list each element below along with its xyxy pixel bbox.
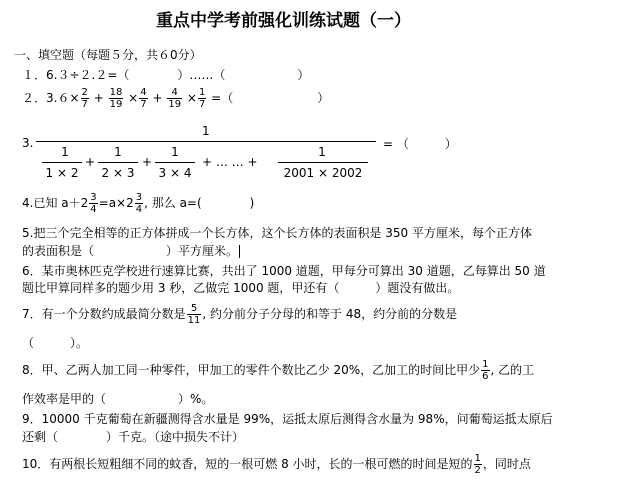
times-sign: × bbox=[128, 91, 139, 105]
q2-fraction-5: $\frac{1}{7}$ bbox=[198, 87, 206, 110]
q3-ellipsis: + … … + bbox=[202, 155, 258, 169]
q2-answer-blank: =（ ） bbox=[211, 91, 330, 105]
plus-sign: + bbox=[142, 155, 153, 169]
question-7-line-2: （ ）。 bbox=[22, 336, 89, 350]
q4-lead: 4.已知 a＋2 bbox=[22, 196, 89, 210]
q7-fraction: $\frac{5}{11}$ bbox=[187, 303, 201, 326]
q3-term2-numerator: 1 bbox=[114, 145, 122, 159]
plus-sign: + bbox=[152, 91, 163, 105]
q10-tail: ，同时点 bbox=[482, 457, 531, 471]
page-title: 重点中学考前强化训练试题（一） bbox=[156, 11, 411, 31]
q10-lead: 10．有两根长短粗细不同的蚊香，短的一根可燃 8 小时，长的一根可燃的时间是短的 bbox=[22, 457, 473, 471]
text-cursor bbox=[239, 245, 240, 258]
question-9-line-1: 9．10000 千克葡萄在新疆测得含水量是 99%，运抵太原后测得含水量为 98%，问葡萄运抵太原后 bbox=[22, 412, 553, 426]
q4-fraction-1: $\frac{3}{4}$ bbox=[90, 192, 97, 215]
section-heading: 一、填空题（每题５分，共６0分） bbox=[14, 48, 202, 62]
q3-main-fraction-bar bbox=[36, 141, 376, 142]
q3-term4-bar bbox=[278, 162, 368, 163]
q3-term3-bar bbox=[155, 162, 195, 163]
q3-term4-denominator: 2001 × 2002 bbox=[283, 166, 363, 180]
question-2 bbox=[22, 86, 329, 110]
q3-term1-denominator: 1 × 2 bbox=[45, 166, 79, 180]
times-sign: × bbox=[186, 91, 197, 105]
question-6-line-2: 题比甲算同样多的题少用 3 秒，乙做完 1000 题，甲还有（ ）题没有做出。 bbox=[22, 281, 460, 295]
plus-sign: + bbox=[85, 155, 96, 169]
question-8-line-2: 作效率是甲的（ ）%。 bbox=[22, 392, 214, 406]
question-7 bbox=[22, 302, 457, 326]
q3-term4-numerator: 1 bbox=[318, 145, 326, 159]
question-10 bbox=[22, 452, 531, 476]
q4-mid: =a×2 bbox=[98, 196, 134, 210]
question-1: １．6.３÷２.２=（ ）……（ ） bbox=[22, 68, 310, 82]
question-5-line-1: 5.把三个完全相等的正方体拼成一个长方体，这个长方体的表面积是 350 平方厘米，每个正方体 bbox=[22, 226, 532, 240]
q8-lead: 8．甲、乙两人加工同一种零件，甲加工的零件个数比乙少 20%，乙加工的时间比甲少 bbox=[22, 363, 481, 377]
question-6-line-1: 6．某市奥林匹克学校进行速算比赛，共出了 1000 道题，甲每分可算出 30 道题，乙每算出 50 道 bbox=[22, 264, 546, 278]
q8-fraction: $\frac{1}{6}$ bbox=[482, 359, 489, 382]
question-5-line-2: 的表面积是（ ）平方厘米。 bbox=[22, 244, 239, 258]
q7-lead: 7．有一个分数约成最简分数是 bbox=[22, 307, 186, 321]
q3-top-numerator: 1 bbox=[202, 124, 210, 138]
q4-answer-blank: , 那么 a=( ) bbox=[144, 196, 255, 210]
q3-term3-denominator: 3 × 4 bbox=[158, 166, 192, 180]
q3-term1-bar bbox=[42, 162, 82, 163]
q3-term1-numerator: 1 bbox=[61, 145, 69, 159]
q2-lead: ２．3.６× bbox=[22, 91, 80, 105]
q8-tail: , 乙的工 bbox=[490, 363, 535, 377]
q2-fraction-3: $\frac{4}{7}$ bbox=[140, 87, 147, 110]
q3-term2-denominator: 2 × 3 bbox=[101, 166, 135, 180]
plus-sign: + bbox=[93, 91, 104, 105]
q2-fraction-2: $\frac{18}{19}$ bbox=[109, 87, 123, 110]
q3-lead: 3. bbox=[22, 136, 34, 150]
question-4 bbox=[22, 190, 254, 216]
q3-answer-blank: = （ ） bbox=[383, 137, 457, 151]
q3-term2-bar bbox=[98, 162, 138, 163]
q3-term3-numerator: 1 bbox=[171, 145, 179, 159]
question-9-line-2: 还剩（ ）千克。（途中损失不计） bbox=[22, 430, 245, 444]
q4-fraction-2: $\frac{3}{4}$ bbox=[135, 192, 143, 215]
q7-tail: , 约分前分子分母的和等于 48，约分前的分数是 bbox=[202, 307, 458, 321]
q10-fraction: $\frac{1}{2}$ bbox=[474, 453, 481, 476]
q2-fraction-4: $\frac{4}{19}$ bbox=[168, 87, 182, 110]
question-8 bbox=[22, 358, 534, 382]
q2-fraction-1: $\frac{2}{7}$ bbox=[81, 87, 88, 110]
